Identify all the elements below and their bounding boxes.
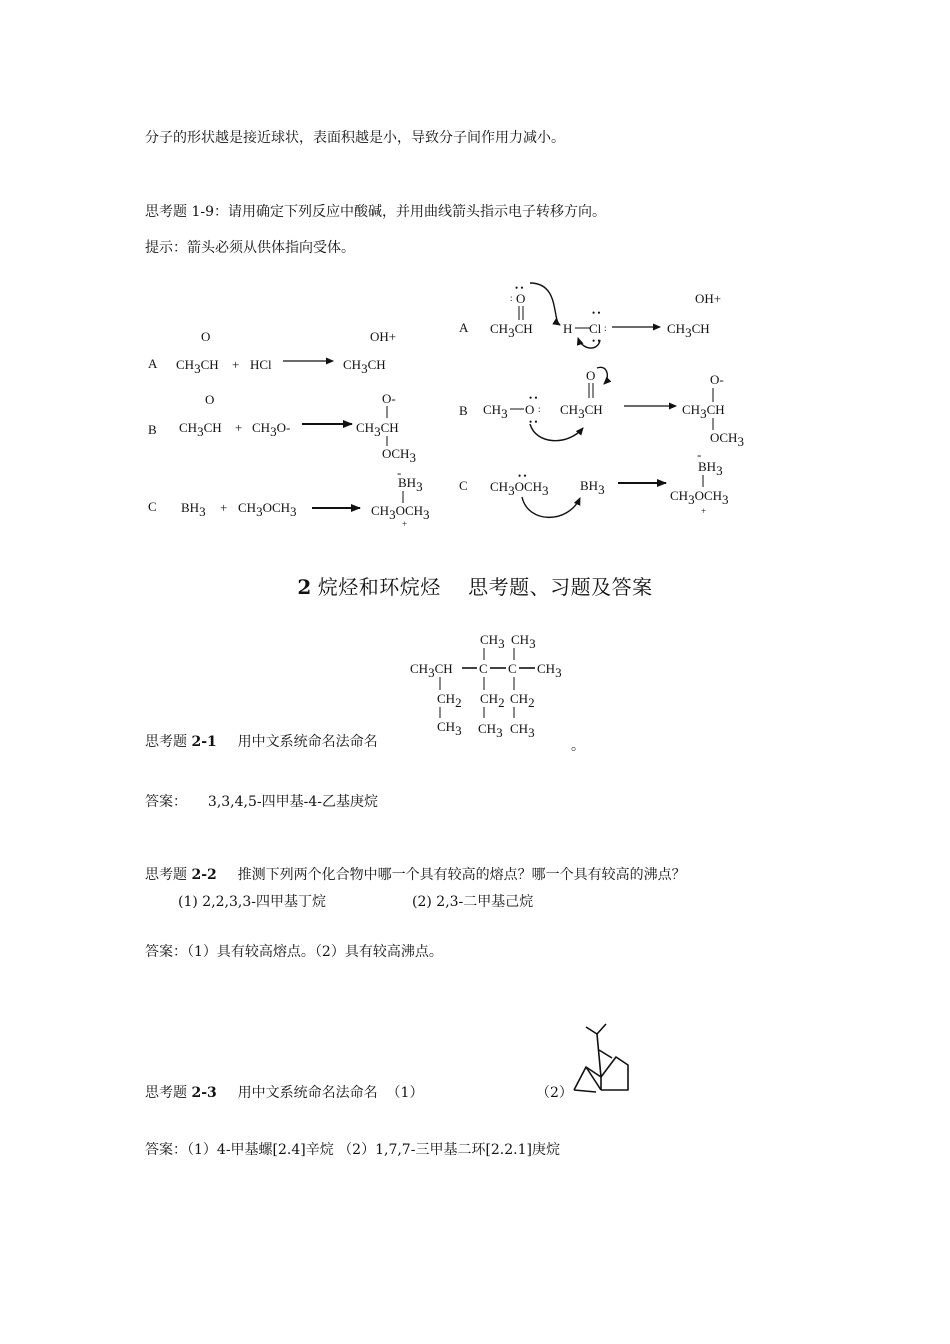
- svg-text:CH3: CH3: [437, 719, 462, 738]
- right-reaction-c: [459, 447, 729, 517]
- left-reaction-a: [148, 329, 396, 376]
- svg-text::: :: [538, 404, 541, 414]
- svg-text:BH3: BH3: [181, 500, 206, 519]
- question-2-1: 思考题 2-1 用中文系统命名法命名: [145, 734, 378, 750]
- svg-text:CH3OCH3: CH3OCH3: [238, 500, 297, 519]
- svg-text:O: O: [516, 291, 526, 306]
- label-c: C: [148, 499, 157, 514]
- label-c: C: [459, 478, 468, 493]
- question-2-2: 思考题 2-2 推测下列两个化合物中哪一个具有较高的熔点？哪一个具有较高的沸点？: [145, 867, 686, 883]
- svg-text:O: O: [586, 368, 596, 383]
- svg-text:OCH3: OCH3: [382, 446, 416, 465]
- svg-text:CH3OCH3: CH3OCH3: [371, 503, 430, 522]
- option-2-2-1: (1) 2,2,3,3-四甲基丁烷: [178, 894, 326, 910]
- electron-arrow: [522, 497, 580, 517]
- svg-text:OCH3: OCH3: [710, 430, 744, 449]
- electron-arrow: [597, 367, 607, 384]
- question-2-3: 思考题 2-3 用中文系统命名法命名 （1）: [145, 1085, 424, 1101]
- svg-text:CH3: CH3: [478, 721, 503, 740]
- svg-text:-: -: [697, 447, 702, 462]
- question-2-1-end: 。: [571, 738, 585, 754]
- electron-arrow: [530, 424, 583, 441]
- structure-2-3-bicyclic: [574, 1024, 628, 1092]
- svg-text:O: O: [525, 402, 535, 417]
- svg-text:• •: • •: [592, 308, 601, 318]
- option-2-2-2: (2) 2,3-二甲基己烷: [412, 894, 534, 910]
- svg-text:C: C: [508, 661, 517, 676]
- svg-text::: :: [510, 293, 513, 303]
- svg-text:CH3CH: CH3CH: [410, 661, 453, 680]
- svg-text:CH3CH: CH3CH: [490, 321, 533, 340]
- svg-text:CH3O-: CH3O-: [252, 420, 291, 439]
- svg-text:C: C: [479, 661, 488, 676]
- section-number: 2: [297, 575, 312, 599]
- svg-text:CH2: CH2: [480, 691, 505, 710]
- svg-text:-: -: [397, 465, 402, 480]
- svg-text:CH3: CH3: [511, 632, 536, 651]
- right-reaction-b: [459, 367, 744, 449]
- svg-text:CH3: CH3: [510, 721, 535, 740]
- answer-2-1: 答案： 3,3,4,5-四甲基-4-乙基庚烷: [145, 794, 378, 810]
- left-reaction-b: [148, 391, 416, 465]
- answer-2-3: 答案：（1）4-甲基螺[2.4]辛烷 （2）1,7,7-三甲基二环[2.2.1]庚烷: [145, 1142, 560, 1158]
- svg-text:BH3: BH3: [398, 475, 423, 494]
- question-1-9: 思考题 1-9：请用确定下列反应中酸碱，并用曲线箭头指示电子转移方向。: [145, 204, 606, 220]
- svg-text:• •: • •: [529, 417, 538, 427]
- svg-text:CH3CH: CH3CH: [343, 357, 386, 376]
- hint-1-9: 提示：箭头必须从供体指向受体。: [145, 240, 355, 256]
- svg-text:• •: • •: [592, 336, 601, 346]
- svg-text:+: +: [235, 420, 243, 435]
- svg-text:+: +: [701, 506, 707, 516]
- hcl: HCl: [250, 357, 272, 372]
- svg-text:CH3OCH3: CH3OCH3: [670, 488, 729, 507]
- svg-text:CH3: CH3: [537, 661, 562, 680]
- label-b: B: [459, 403, 468, 418]
- section-title: [0, 571, 950, 600]
- svg-text:OH+: OH+: [695, 291, 722, 306]
- carbonyl-o: O: [201, 329, 211, 344]
- svg-text:CH3: CH3: [480, 632, 505, 651]
- svg-text:+: +: [232, 357, 240, 372]
- svg-text:+: +: [220, 500, 228, 515]
- svg-text:Cl: Cl: [589, 321, 602, 336]
- label-a: A: [459, 320, 469, 335]
- svg-text:OH+: OH+: [370, 329, 397, 344]
- svg-text:CH3CH: CH3CH: [667, 321, 710, 340]
- right-reaction-a: [459, 283, 721, 348]
- svg-text:CH2: CH2: [437, 691, 462, 710]
- svg-text:• •: • •: [518, 471, 527, 481]
- answer-2-2: 答案：（1）具有较高熔点。（2）具有较高沸点。: [145, 944, 443, 960]
- svg-text:+: +: [402, 519, 408, 529]
- label-b: B: [148, 422, 157, 437]
- svg-text:H: H: [563, 321, 573, 336]
- intro-paragraph: 分子的形状越是接近球状，表面积越是小，导致分子间作用力减小。: [145, 130, 565, 146]
- svg-text:CH3CH: CH3CH: [560, 402, 603, 421]
- svg-text:O: O: [205, 392, 215, 407]
- svg-text:CH3CH: CH3CH: [682, 402, 725, 421]
- section-title-text: 烷烃和环烷烃 思考题、习题及答案: [317, 575, 653, 599]
- left-reaction-c: [148, 465, 430, 529]
- svg-text:BH3: BH3: [698, 459, 723, 478]
- electron-arrow: [530, 283, 560, 325]
- svg-text:CH3CH: CH3CH: [356, 420, 399, 439]
- svg-text:• •: • •: [529, 393, 538, 403]
- structure-2-1: [410, 632, 562, 740]
- svg-text::: :: [604, 323, 607, 333]
- svg-text:O-: O-: [710, 372, 724, 387]
- svg-text:CH3CH: CH3CH: [179, 420, 222, 439]
- svg-text:CH3OCH3: CH3OCH3: [490, 479, 549, 498]
- svg-text:CH3CH: CH3CH: [176, 357, 219, 376]
- svg-text:CH3: CH3: [483, 402, 508, 421]
- svg-text:CH2: CH2: [510, 691, 535, 710]
- svg-text:O-: O-: [382, 391, 396, 406]
- label-a: A: [148, 356, 158, 371]
- svg-text:BH3: BH3: [580, 478, 605, 497]
- svg-text:• •: • •: [515, 283, 524, 293]
- option-2-3-2: （2）: [536, 1085, 573, 1101]
